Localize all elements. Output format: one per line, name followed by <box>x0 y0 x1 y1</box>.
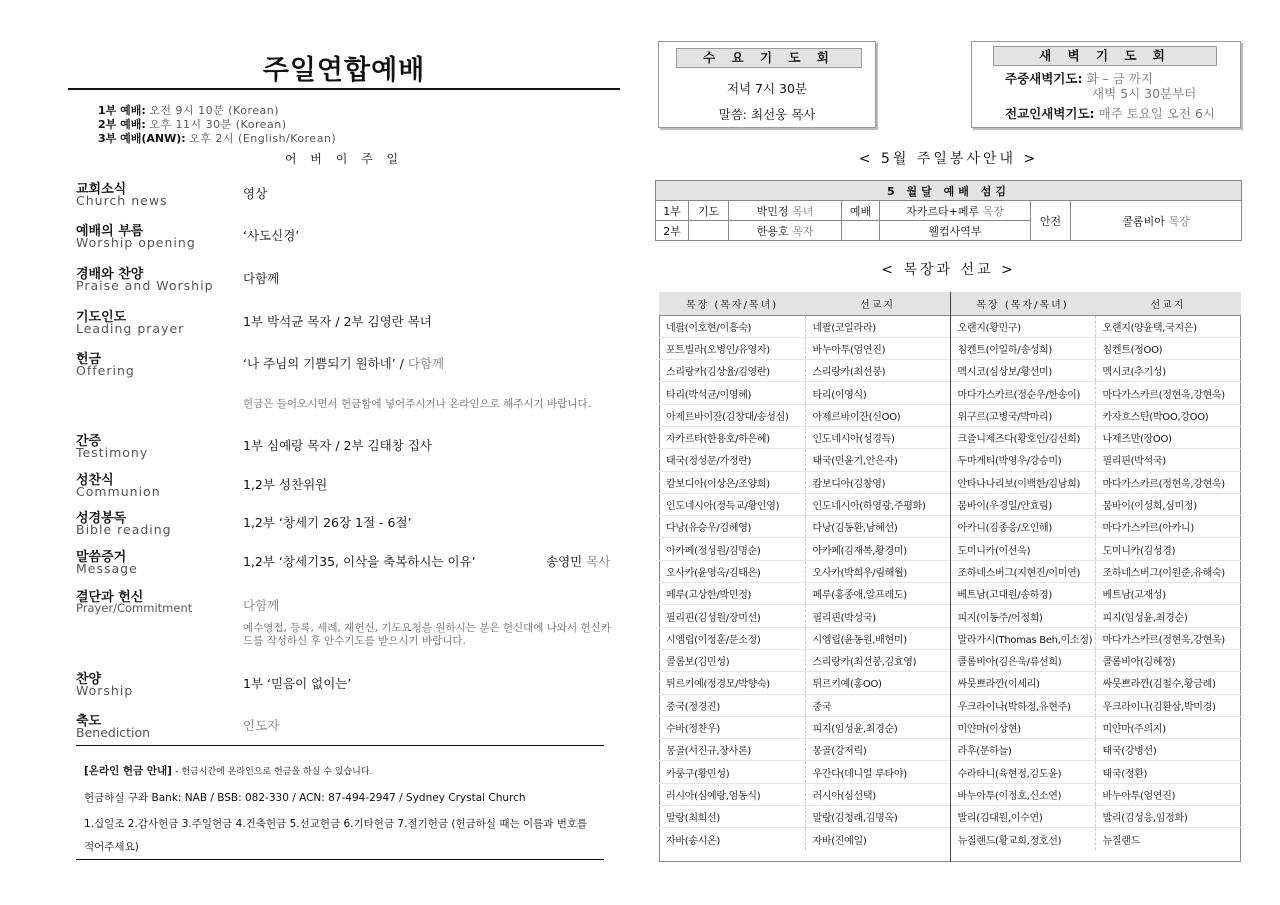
mokjang-cell: 피지(이동주/어정희) <box>950 605 1095 627</box>
mission-field-cell: 인도네시아(하영광,주평화) <box>805 493 950 515</box>
mission-field-cell: 싸뭇쁘라깐(김철수,황금례) <box>1095 672 1241 694</box>
mokjang-cell: 싸뭇쁘라깐(이세리) <box>950 672 1095 694</box>
mission-field-cell: 나제즈만(장OO) <box>1095 426 1241 448</box>
mission-field-cell: 피지(임성윤,최경순) <box>1095 605 1241 627</box>
mission-field-cell: 말랑(김청래,김명옥) <box>805 806 950 828</box>
mokjang-cell: 자카르타(한용호/하은혜) <box>659 426 805 448</box>
mission-field-cell: 몽골(강저릭) <box>805 739 950 761</box>
weekday-dawn-prayer: 주중새벽기도: 화 – 금 까지 <box>1005 71 1153 86</box>
mokjang-cell: 멕시코(심상보/황선미) <box>950 360 1095 382</box>
mokjang-cell: 포트빌라(오병인/유영자) <box>659 337 805 359</box>
mission-field-cell: 미얀마(주의지) <box>1095 716 1241 738</box>
mission-field-cell: 우간다(데니얼 루타야) <box>805 761 950 783</box>
mokjang-cell: 페루(고상한/박민정) <box>659 583 805 605</box>
bulletin-left-page: 주일연합예배 1부 예배: 오전 9시 10분 (Korean) 2부 예배: 오후 11시 30분 (Korean) 3부 예배(ANW): 오후 2시 (English/Korean) 어 버 이 주 일 교회소식 Church news 영상 예배의 부름 Worship opening ‘사도신경’ 경배와 찬양 Praise and Worship 다함께 기도인도 Leading prayer 1부 박석균 목자 / 2부 김영란 목녀 헌금 Offering ‘나 주님의 기쁨되기 원하네’ / 다함께 헌금은 들어오시면서 헌금함에 넣어주시거나 온라인으로 해주시기 바랍니다. 간증 Testimony 1부 심예랑 목자 / 2부 김태창 집사 성찬식 Communion 1,2부 성찬위원 성경봉독 Bible reading 1,2부 ‘창세기 26장 1절 - 6절’ 말씀증거 Message 1,2부 ‘창세기35, 이삭을 축복하시는 이유’ 송영민 목사 결단과 헌신 Prayer/Commitment 다함께 예수영접, 등록, 세례, 재헌신, 기도요청을 원하시는 분은 헌신대에 나와서 헌신카드를 작성하신 후 안수기도를 받으시기 바랍니다. 찬양 Worship 1부 ‘믿음이 없이는’ 축도 Benediction 인도자 [온라인 헌금 안내] - 헌금시간에 온라인으로 헌금을 하실 수 있습니다. 헌금하실 구좌 Bank: NAB / BSB: 082-330 / ACN: 87-494-2947 / Sydney Crystal Church 1.십일조 2.감사헌금 3.주일헌금 4.건축헌금 5.선교헌금 6.기타헌금 7.절기헌금 (헌금하실 때는 이름과 번호를 적어주세요) <box>68 0 620 905</box>
mission-field-cell: 시엠립(윤동원,배현미) <box>805 627 950 649</box>
mokjang-cell: 스리랑카(김상율/김영란) <box>659 360 805 382</box>
mokjang-cell: 침켄트(이일하/송성희) <box>950 337 1095 359</box>
mokjang-cell: 수라타니(육현정,김도윤) <box>950 761 1095 783</box>
mokjang-cell: 카룽구(황민성) <box>659 761 805 783</box>
service-times <box>98 104 336 146</box>
page-title: 주일연합예배 <box>262 55 426 86</box>
mission-field-cell: 자바(진예일) <box>805 828 950 850</box>
mission-field-cell: 스리랑카(최선봉,김효영) <box>805 649 950 671</box>
mission-field-cell: 피지(임성윤,최경순) <box>805 716 950 738</box>
mokjang-cell: 뉴질랜드(황교희,정호선) <box>950 828 1095 850</box>
mokjang-cell: 아제르바이잔(김창대/송성심) <box>659 404 805 426</box>
missions-table: 목장 (목자/목녀) 선교지 목장 (목자/목녀) 선교지 네팔(이호현/이흥숙) 네팔(코일라라) 오랜지(황민구) 오랜지(양윤택,국지은) 포트빌라(오병인/유영자) 바누아투(엄연진) 침켄트(이일하/송성희) 침켄트(정OO) 스리랑카(김상율/김영란) 스리랑카(최선봉) 멕시코(심상보/황선미) 멕시코(추기성) 타리(박석균/이영혜) 타리(이영식) 마다가스카르(정순우/한송이) 마다가스카르(정현욱,강현욱) 아제르바이잔(김창대/송성심) 아제르바이잔(신OO) 위구르(고병국/박마리) 카자흐스탄(박OO,강OO) 자카르타(한용호/하은혜) 인도네시아(성경득) 크즐니제즈다(황호인/김선희) 나제즈만(장OO) 태국(정성문/가정란) 태국(민윤기,안은자) 두마게티(박영우/강승미) 필리핀(박석국) 캄보디아(이상은/조양희) 캄보디아(김창영) 안타나나리보(이백한/김남희) 마다가스카르(정현욱,강현욱) 인도네시아(정득교/황인영) 인도네시아(하영광,주평화) 뭄바이(우경일/안효림) 뭄바이(이성희,심미정) 다낭(유승우/김혜영) 다낭(김동환,남혜선) 아카니(김종응/오인해) 마다가스카르(아카니) 아카페(정성원/김명순) 아카페(김재복,황경미) 도미니카(이선욱) 도미니카(김성경) 오사카(윤영옥/김태은) 오사카(박희우/림해월) 조하네스버그(지현진/이미연) 조하네스버그(이원준,유해숙) 페루(고상한/박민정) 페루(홍종애,알프레도) 베트남(고대원/송하경) 베트남(고재성) 필리핀(김성원/장미선) 필리핀(박성국) 피지(이동주/어정희) 피지(임성윤,최경순) 시엠립(이정훈/문소정) 시엠립(윤동원,배현미) 말라가시(Thomas Beh,이소정) 마다가스카르(정현욱,강현욱) 콜롬보(김민성) 스리랑카(최선봉,김효영) 콜롬비아(김은욱/류선희) 콜롬비아(김혜정) 튀르키예(정경모/박향숙) 튀르키예(홍OO) 싸뭇쁘라깐(이세리) 싸뭇쁘라깐(김철수,황금례) 중국(정경진) 중국 우크라이나(박하정,유현주) 우크라이나(김환삼,박미경) 수바(정찬우) 피지(임성윤,최경순) 미얀마(이상현) 미얀마(주의지) 몽골(서진규,장사론) 몽골(강저릭) 라후(문하늘) 태국(강병선) 카룽구(황민성) 우간다(데니얼 루타야) 수라타니(육현정,김도윤) 태국(정환) 러시아(심예랑,엄동식) 러시아(심선택) 바누아투(이정호,신소연) 바누아투(엄연진) 말랑(최희선) 말랑(김청래,김명옥) 발리(김대원,이수연) 발리(김성응,임정화) 자바(송시온) 자바(진예일) 뉴질랜드(황교희,정호선) 뉴질랜드 <box>659 292 1241 850</box>
mokjang-cell: 몽골(서진규,장사론) <box>659 739 805 761</box>
mokjang-cell: 콜롬비아(김은욱/류선희) <box>950 649 1095 671</box>
online-offering-box <box>76 745 604 860</box>
mokjang-cell: 크즐니제즈다(황호인/김선희) <box>950 426 1095 448</box>
mission-field-cell: 뉴질랜드 <box>1095 828 1241 850</box>
wednesday-time: 저녁 7시 30분 <box>726 81 808 96</box>
mokjang-cell: 발리(김대원,이수연) <box>950 806 1095 828</box>
offering-types: 1.십일조 2.감사헌금 3.주일헌금 4.건축헌금 5.선교헌금 6.기타헌금 7.절기헌금 (헌금하실 때는 이름과 번호를 <box>84 818 588 830</box>
mokjang-cell: 태국(정성문/가정란) <box>659 449 805 471</box>
mokjang-cell: 오랜지(황민구) <box>950 315 1095 337</box>
mokjang-cell: 미얀마(이상현) <box>950 716 1095 738</box>
mission-field-cell: 스리랑카(최선봉) <box>805 360 950 382</box>
service-time-3: 3부 예배(ANW): 오후 2시 (English/Korean) <box>98 132 337 145</box>
mokjang-cell: 아카페(정성원/김명순) <box>659 538 805 560</box>
mission-field-cell: 아제르바이잔(신OO) <box>805 404 950 426</box>
mokjang-cell: 러시아(심예랑,엄동식) <box>659 783 805 805</box>
mokjang-cell: 조하네스버그(지현진/이미연) <box>950 560 1095 582</box>
mission-field-cell: 베트남(고재성) <box>1095 583 1241 605</box>
all-dawn-prayer: 전교인새벽기도: 매주 토요일 오전 6시 <box>1005 106 1215 121</box>
occasion-label: 어 버 이 주 일 <box>284 152 404 166</box>
mokjang-cell: 라후(문하늘) <box>950 739 1095 761</box>
mokjang-cell: 오사카(윤영옥/김태은) <box>659 560 805 582</box>
mission-field-cell: 중국 <box>805 694 950 716</box>
offering-note: 헌금은 들어오시면서 헌금함에 넣어주시거나 온라인으로 해주시기 바랍니다. <box>243 398 591 410</box>
mokjang-cell: 위구르(고병국/박마리) <box>950 404 1095 426</box>
mokjang-cell: 수바(정찬우) <box>659 716 805 738</box>
mokjang-cell: 필리핀(김성원/장미선) <box>659 605 805 627</box>
dawn-prayer-title: 새 벽 기 도 회 <box>993 46 1217 66</box>
mission-field-cell: 필리핀(박석국) <box>1095 449 1241 471</box>
mission-field-cell: 네팔(코일라라) <box>805 315 950 337</box>
mission-field-cell: 바누아투(엄연진) <box>1095 783 1241 805</box>
mokjang-cell: 우크라이나(박하정,유현주) <box>950 694 1095 716</box>
mission-field-cell: 오사카(박희우/림해월) <box>805 560 950 582</box>
mission-field-cell: 도미니카(김성경) <box>1095 538 1241 560</box>
mission-field-cell: 바누아투(엄연진) <box>805 337 950 359</box>
mokjang-cell: 시엠립(이정훈/문소정) <box>659 627 805 649</box>
mission-field-cell: 조하네스버그(이원준,유해숙) <box>1095 560 1241 582</box>
mission-field-cell: 침켄트(정OO) <box>1095 337 1241 359</box>
mokjang-cell: 말랑(최희선) <box>659 806 805 828</box>
duty-section-title: < 5월 주일봉사안내 > <box>858 151 1039 167</box>
wednesday-prayer-title: 수 요 기 도 회 <box>676 48 862 68</box>
mokjang-cell: 다낭(유승우/김혜영) <box>659 516 805 538</box>
offering-types-cont: 적어주세요) <box>84 841 139 853</box>
service-time-2: 2부 예배: 오후 11시 30분 (Korean) <box>98 118 287 131</box>
commitment-note: 예수영접, 등록, 세례, 재헌신, 기도요청을 원하시는 분은 헌신대에 나와서 헌신카드를 작성하신 후 안수기도를 받으시기 바랍니다. <box>243 622 611 647</box>
message-speaker: 송영민 목사 <box>546 554 611 569</box>
mokjang-cell: 캄보디아(이상은/조양희) <box>659 471 805 493</box>
weekday-dawn-time: 새벽 5시 30분부터 <box>1092 86 1197 101</box>
mission-field-cell: 타리(이영식) <box>805 382 950 404</box>
dawn-prayer-box <box>971 41 1241 128</box>
online-offering-title: [온라인 헌금 안내] - 헌금시간에 온라인으로 헌금을 하실 수 있습니다. <box>84 765 373 777</box>
mokjang-cell: 튀르키예(정경모/박향숙) <box>659 672 805 694</box>
mission-field-cell: 태국(강병선) <box>1095 739 1241 761</box>
mokjang-cell: 바누아투(이정호,신소연) <box>950 783 1095 805</box>
mission-field-cell: 오랜지(양윤택,국지은) <box>1095 315 1241 337</box>
mokjang-cell: 베트남(고대원/송하경) <box>950 583 1095 605</box>
mission-field-cell: 발리(김성응,임정화) <box>1095 806 1241 828</box>
mission-field-cell: 튀르키예(홍OO) <box>805 672 950 694</box>
missions-table-divider <box>950 292 951 862</box>
mission-field-cell: 카자흐스탄(박OO,강OO) <box>1095 404 1241 426</box>
mission-field-cell: 마다가스카르(정현욱,강현욱) <box>1095 471 1241 493</box>
bank-account: 헌금하실 구좌 Bank: NAB / BSB: 082-330 / ACN: 87-494-2947 / Sydney Crystal Church <box>84 792 526 804</box>
mokjang-cell: 뭄바이(우경일/안효림) <box>950 493 1095 515</box>
duty-row-1: 1부 기도 박민정 목녀 예배 자카르타+페루 목장 안전 콜롬비아 목장 <box>656 201 1242 221</box>
mission-field-cell: 콜롬비아(김혜정) <box>1095 649 1241 671</box>
mokjang-cell: 콜롬보(김민성) <box>659 649 805 671</box>
missions-section-title: < 목장과 선교 > <box>881 262 1016 278</box>
mokjang-cell: 아카니(김종응/오인해) <box>950 516 1095 538</box>
duty-table <box>655 180 1242 241</box>
mission-field-cell: 페루(홍종애,알프레도) <box>805 583 950 605</box>
mokjang-cell: 마다가스카르(정순우/한송이) <box>950 382 1095 404</box>
mokjang-cell: 중국(정경진) <box>659 694 805 716</box>
mission-field-cell: 마다가스카르(정현욱,강현욱) <box>1095 627 1241 649</box>
mission-field-cell: 캄보디아(김창영) <box>805 471 950 493</box>
mission-field-cell: 우크라이나(김환삼,박미경) <box>1095 694 1241 716</box>
title-divider <box>68 88 620 90</box>
wednesday-prayer-box <box>658 41 876 128</box>
mission-field-cell: 다낭(김동환,남혜선) <box>805 516 950 538</box>
mission-field-cell: 아카페(김재복,황경미) <box>805 538 950 560</box>
mission-field-cell: 마다가스카르(아카니) <box>1095 516 1241 538</box>
mokjang-cell: 두마게티(박영우/강승미) <box>950 449 1095 471</box>
mission-field-cell: 마다가스카르(정현욱,강현욱) <box>1095 382 1241 404</box>
mokjang-cell: 인도네시아(정득교/황인영) <box>659 493 805 515</box>
mokjang-cell: 안타나나리보(이백한/김남희) <box>950 471 1095 493</box>
mission-field-cell: 러시아(심선택) <box>805 783 950 805</box>
service-time-1: 1부 예배: 오전 9시 10분 (Korean) <box>98 104 279 117</box>
duty-row-2: 2부 한용호 목자 웰컴사역부 <box>656 221 1242 241</box>
mokjang-cell: 타리(박석균/이영혜) <box>659 382 805 404</box>
duty-table-header: 5 월달 예배 섬김 <box>656 181 1242 201</box>
mission-field-cell: 멕시코(추기성) <box>1095 360 1241 382</box>
mission-field-cell: 태국(민윤기,안은자) <box>805 449 950 471</box>
mission-field-cell: 인도네시아(성경득) <box>805 426 950 448</box>
mission-field-cell: 태국(정환) <box>1095 761 1241 783</box>
mission-field-cell: 뭄바이(이성희,심미정) <box>1095 493 1241 515</box>
mokjang-cell: 도미니카(이선욱) <box>950 538 1095 560</box>
mokjang-cell: 네팔(이호현/이흥숙) <box>659 315 805 337</box>
wednesday-sermon: 말씀: 최선웅 목사 <box>718 107 816 122</box>
mokjang-cell: 말라가시(Thomas Beh,이소정) <box>950 627 1095 649</box>
mission-field-cell: 필리핀(박성국) <box>805 605 950 627</box>
mokjang-cell: 자바(송시온) <box>659 828 805 850</box>
